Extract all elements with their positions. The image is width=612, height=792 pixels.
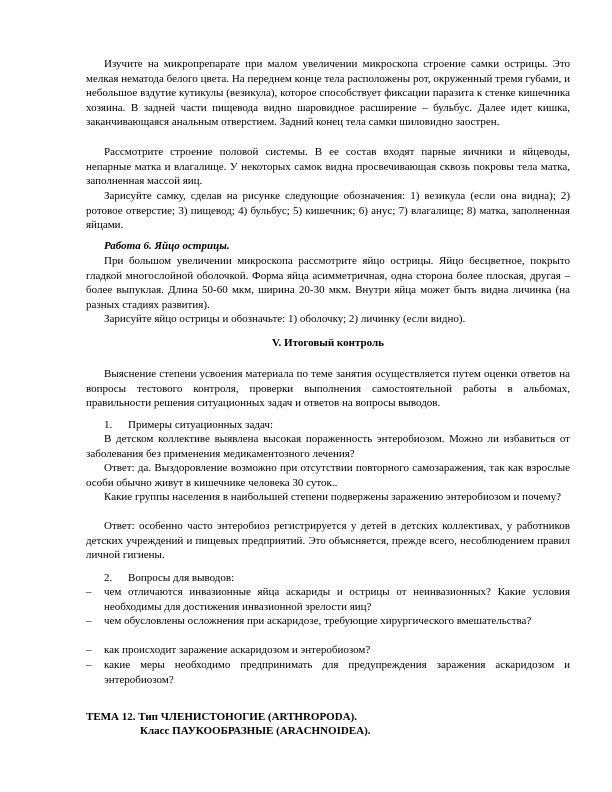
paragraph-reproductive-system: Рассмотрите строение половой системы. В ее состав входят парные яичники и яйцеводы, непарные матка и влагалище. У некоторых самок видна просвечивающая сквозь покровы тела матка, заполненная массой яиц.: [86, 146, 570, 188]
theme-12-class-title: Класс ПАУКООБРАЗНЫЕ (ARACHNOIDEA).: [140, 725, 371, 737]
list-number: 1.: [104, 419, 113, 431]
paragraph-task2-answer: Ответ: особенно часто энтеробиоз регистрируется у детей в детских коллективах, у работников детских учреждений и пищевых предприятий. Это объясняется, прежде всего, несоблюдением правил личной гигиены.: [86, 520, 570, 562]
theme-12-title: ТЕМА 12. Тип ЧЛЕНИСТОНОГИЕ (ARTHROPODA).: [86, 711, 358, 723]
paragraph-draw-egg-instructions: Зарисуйте яйцо острицы и обозначьте: 1) оболочку; 2) личинку (если видно).: [104, 313, 466, 325]
dash-bullet: –: [86, 659, 92, 671]
paragraph-task1-question: В детском коллективе выявлена высокая пораженность энтеробиозом. Можно ли избавиться от заболевания без применения медикаментозного лечения?: [86, 433, 570, 460]
list-number: 2.: [104, 572, 113, 584]
paragraph-task2-question: Какие группы населения в наибольшей степени подвержены заражению энтеробиозом и почему?: [104, 491, 562, 503]
work6-heading: Работа 6. Яйцо острицы.: [104, 240, 230, 252]
list-title: Вопросы для выводов:: [128, 572, 235, 584]
paragraph-female-pinworm-structure: Изучите на микропрепарате при малом увеличении микроскопа строение самки острицы. Это мелкая нематода белого цвета. На переднем конце тела расположены рот, окруженный тремя губами, и небольшое вздутие кутикулы (везикула), которое способствует фиксации паразита к стенке кишечника хозяина. В задней части пищевода видно шаровидное расширение – бульбус. Далее идет кишка, заканчивающаяся анальным отверстием. Задний конец тела самки шиловидно заострен.: [86, 58, 570, 129]
paragraph-final-control-description: Выяснение степени усвоения материала по теме занятия осуществляется путем оценки ответов на вопросы тестового контроля, проверки выполнения самостоятельной работы в альбомах, правильности решения ситуационных задач и ответов на вопросы выводов.: [86, 368, 570, 410]
dash-bullet: –: [86, 586, 92, 598]
list-item-situational-tasks: [104, 418, 273, 433]
dash-bullet: –: [86, 644, 92, 656]
question-text: какие меры необходимо предпринимать для предупреждения заражения аскаридозом и энтеробиозом?: [104, 659, 570, 686]
section-final-control-heading: V. Итоговый контроль: [272, 337, 384, 349]
paragraph-draw-female-instructions: Зарисуйте самку, сделав на рисунке следующие обозначения: 1) везикула (если она видна); 2) ротовое отверстие; 3) пищевод; 4) бульбус; 5) кишечник; 6) анус; 7) влагалище; 8) матка, заполненная яйцами.: [86, 190, 570, 232]
question-text: как происходит заражение аскаридозом и энтеробиозом?: [104, 644, 371, 656]
question-text: чем обусловлены осложнения при аскаридозе, требующие хирургического вмешательства?: [104, 615, 532, 627]
dash-bullet: –: [86, 615, 92, 627]
list-item-conclusion-questions: [104, 571, 234, 586]
paragraph-pinworm-egg: При большом увеличении микроскопа рассмотрите яйцо острицы. Яйцо бесцветное, покрыто гладкой многослойной оболочкой. Форма яйца асимметричная, одна сторона более плоская, другая – более выпуклая. Длина 50-60 мкм, ширина 20-30 мкм. Внутри яйца может быть видна личинка (на разных стадиях развития).: [86, 255, 570, 311]
paragraph-task1-answer: Ответ: да. Выздоровление возможно при отсутствии повторного самозаражения, так как взрослые особи обычно живут в кишечнике человека 30 суток..: [86, 462, 570, 489]
question-text: чем отличаются инвазионные яйца аскариды и острицы от неинвазионных? Какие условия необходимы для достижения инвазионной зрелости яиц?: [104, 586, 570, 613]
list-title: Примеры ситуационных задач:: [128, 419, 274, 431]
